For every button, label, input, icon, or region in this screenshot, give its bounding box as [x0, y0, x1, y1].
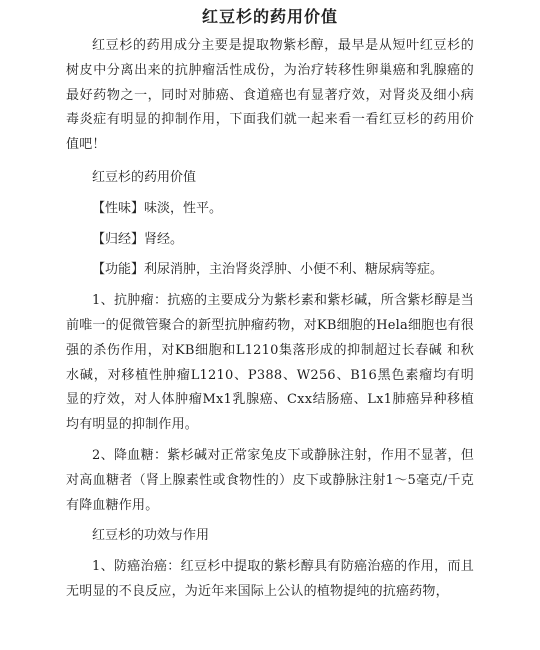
item-antitumor: 1、抗肿瘤：抗癌的主要成分为紫杉素和紫杉碱，所含紫杉醇是当前唯一的促微管聚合的新型抗肿瘤药物，对KB细胞的Hela细胞也有很强的杀伤作用，对KB细胞和L1210集落形成的抑制超过长春碱 和秋水碱，对移植性肿瘤L1210、P388、W256、B16黑色素瘤均有明 显的疗效，对人体肿瘤Mx1乳腺癌、Cxx结肠癌、Lx1肺癌异种移植 均有明显的抑制作用。	[66, 293, 474, 433]
section-heading-medicinal-value: 红豆杉的药用价值	[92, 169, 197, 185]
document-title: 红豆杉的药用价值	[201, 7, 338, 26]
item-blood-sugar: 2、降血糖：紫杉碱对正常家兔皮下或静脉注射，作用不显著，但对高血糖者（肾上腺素性或食物性的）皮下或静脉注射1～5毫克/千克有降血糖作用。	[66, 447, 474, 513]
item-anticancer: 1、防癌治癌：红豆杉中提取的紫杉醇具有防癌治癌的作用，而且无明显的不良反应，为近年来国际上公认的植物提纯的抗癌药物，	[66, 559, 474, 599]
property-nature-taste: 【性味】味淡，性平。	[92, 200, 223, 216]
property-function: 【功能】利尿消肿，主治肾炎浮肿、小便不利、糖尿病等症。	[92, 262, 444, 278]
section-heading-efficacy: 红豆杉的功效与作用	[92, 528, 210, 544]
intro-paragraph: 红豆杉的药用成分主要是提取物紫杉醇，最早是从短叶红豆杉的树皮中分离出来的抗肿瘤活性成份，为治疗转移性卵巢癌和乳腺癌的最好药物之一，同时对肺癌、食道癌也有显著疗效，对肾炎及细小病毒炎症有明显的抑制作用，下面我们就一起来看一看红豆杉的药用价值吧！	[66, 38, 474, 153]
document-body	[66, 34, 474, 605]
property-meridian: 【归经】肾经。	[92, 231, 184, 247]
